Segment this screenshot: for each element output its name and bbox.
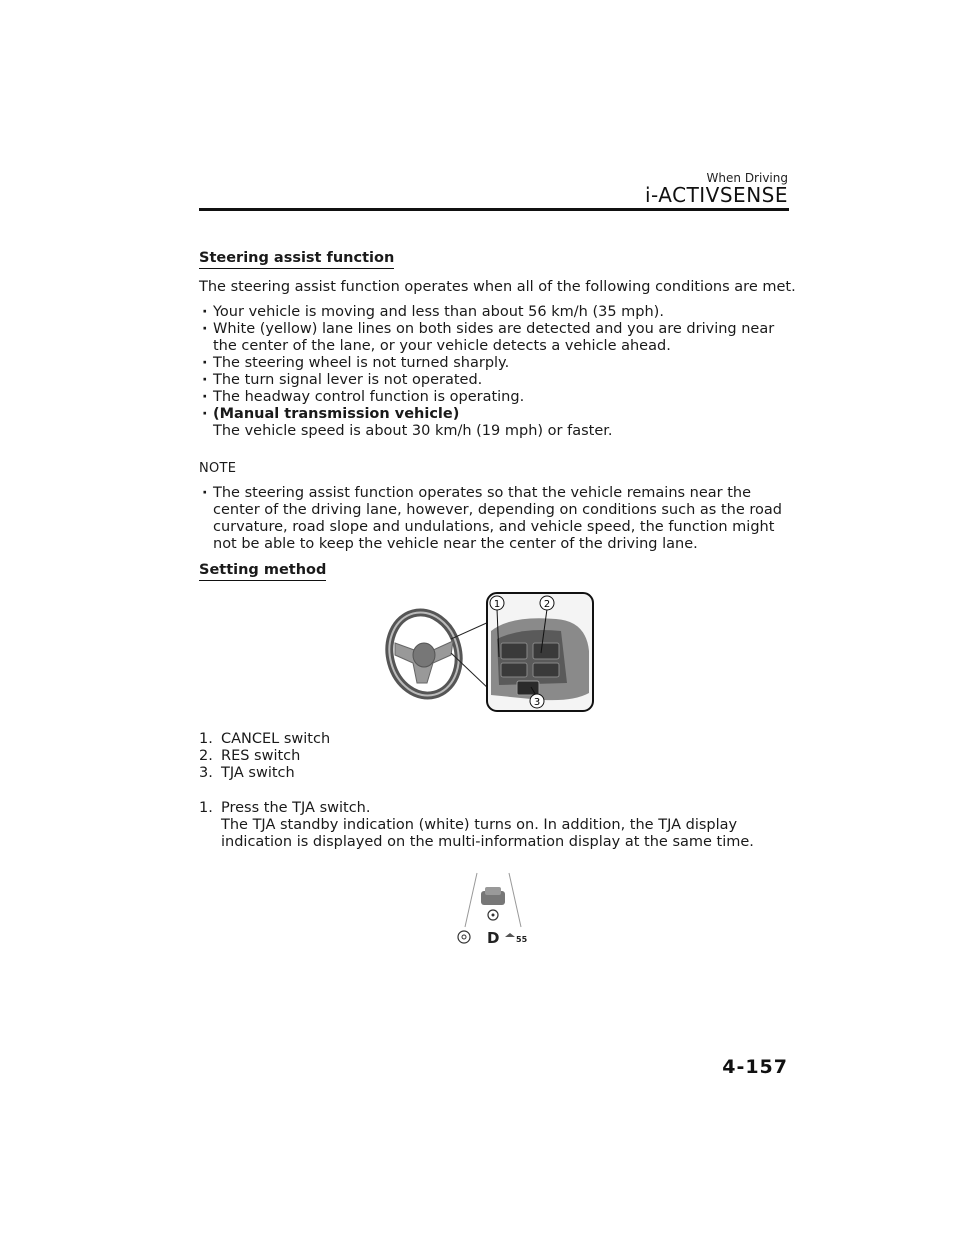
callout-2: 2 [543, 599, 551, 610]
manual-condition-text: The vehicle speed is about 30 km/h (19 mph) or faster. [213, 423, 613, 439]
step-title: Press the TJA switch. [221, 800, 371, 816]
steering-wheel-illustration [381, 591, 611, 717]
legend-item: 2. RES switch [199, 748, 301, 764]
callout-1: 1 [493, 599, 501, 610]
steering-assist-intro: The steering assist function operates when all of the following conditions are met. [199, 279, 796, 295]
lane-keep-icon [458, 931, 470, 943]
legend-item: 3. TJA switch [199, 765, 295, 781]
step-number: 1. [199, 800, 213, 816]
tja-display-illustration [447, 869, 537, 949]
steering-assist-heading: Steering assist function [199, 250, 394, 269]
gear-indicator: D [487, 929, 500, 947]
section-title: i-ACTIVSENSE [644, 183, 788, 207]
note-text: · The steering assist function operates so that the vehicle remains near the center of the driving lane, however, depending on conditions such as the road curvature, road slope and undulations, and vehicle speed, the function might not be able to keep the vehicle near the center of the driving lane. [199, 485, 799, 553]
chapter-title: When Driving [706, 171, 788, 185]
legend-item: 1. CANCEL switch [199, 731, 331, 747]
step-1 [199, 800, 799, 851]
step-text: The TJA standby indication (white) turns on. In addition, the TJA display indication is displayed on the multi-information display at the same time. [221, 817, 754, 850]
conditions-list [199, 304, 799, 440]
list-item: · Your vehicle is moving and less than about 56 km/h (35 mph). [199, 304, 799, 321]
list-item: · White (yellow) lane lines on both sides are detected and you are driving near the center of the lane, or your vehicle detects a vehicle ahead. [199, 321, 799, 355]
setting-method-heading: Setting method [199, 562, 326, 581]
list-item: · The steering wheel is not turned sharply. [199, 355, 799, 372]
headway-icon [505, 933, 515, 937]
list-item: · The turn signal lever is not operated. [199, 372, 799, 389]
manual-condition-title: (Manual transmission vehicle) [213, 406, 460, 422]
note-list [199, 485, 799, 553]
set-speed: 55 [516, 935, 528, 944]
switch-legend [199, 731, 799, 782]
header-rule [199, 208, 789, 211]
page-content [199, 250, 799, 959]
page-number: 4-157 [722, 1056, 788, 1078]
list-item: · The headway control function is operating. [199, 389, 799, 406]
steering-switch-figure [199, 591, 799, 723]
list-item-manual [199, 406, 799, 440]
note-label: NOTE [199, 461, 237, 476]
callout-3: 3 [533, 697, 541, 708]
tja-display-figure [199, 869, 799, 959]
